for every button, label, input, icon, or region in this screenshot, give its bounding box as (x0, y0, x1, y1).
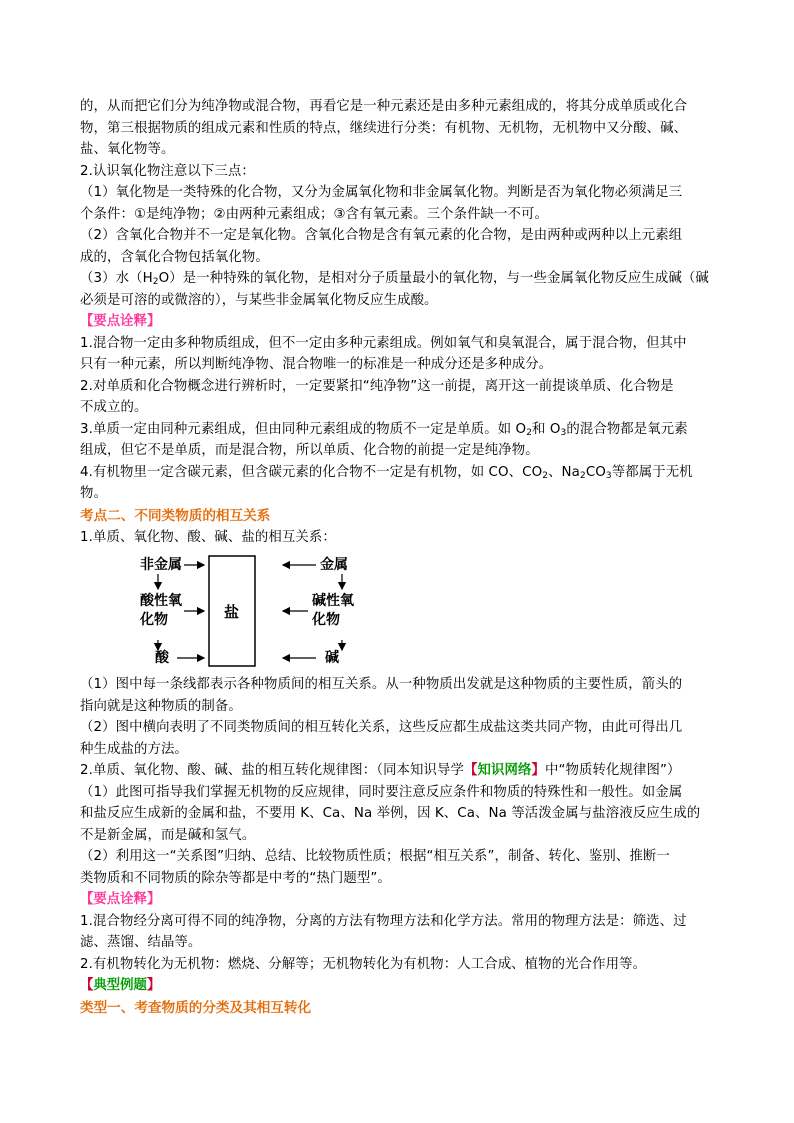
paragraph-line: 物，第三根据物质的组成元素和性质的特点，继续进行分类：有机物、无机物，无机物中又分酸、碱、 (80, 120, 688, 136)
paragraph-line: （1）此图可指导我们掌握无机物的反应规律，同时要注意反应条件和物质的特殊性和一般性。如金属 (80, 784, 683, 800)
paragraph-line: （2）含氧化合物并不一定是氧化物。含氧化合物是含有氧元素的化合物，是由两种或两种以上元素组 (80, 228, 683, 243)
label-metal: 金属 (320, 557, 348, 573)
paragraph-line: （1）氧化物是一类特殊的化合物，又分为金属氧化物和非金属氧化物。判断是否为氧化物必须满足三 (80, 185, 683, 200)
bracket-open: 【 (80, 314, 94, 329)
key-points-heading (80, 889, 720, 911)
text-run: 的混合物都是氧元素 (566, 421, 688, 437)
relationship-diagram (80, 554, 720, 670)
text-run: 等都属于无机 (611, 464, 693, 480)
heading-text: 典型例题 (93, 978, 147, 993)
paragraph-line: 个条件：①是纯净物；②由两种元素组成；③含有氧元素。三个条件缺一不可。 (80, 206, 549, 222)
heading-text: 要点诠释 (93, 892, 147, 907)
ref-text: 知识网络 (477, 763, 532, 778)
paragraph-line: 种生成盐的方法。 (80, 741, 188, 757)
paragraph-line: 指向就是这种物质的制备。 (80, 698, 242, 714)
subscript: 2 (579, 470, 586, 481)
paragraph-line: （2）图中横向表明了不同类物质间的相互转化关系，这些反应都生成盐这类共同产物，由此可得出几 (80, 720, 683, 735)
paragraph-line: 类物质和不同物质的除杂等都是中考的“热门题型”。 (80, 870, 391, 886)
paragraph-line: 1.混合物经分离可得不同的纯净物，分离的方法有物理方法和化学方法。常用的物理方法是：筛选、过 (80, 913, 687, 929)
paragraph-line: 组成，但它不是单质，而是混合物，所以单质、化合物的前提一定是纯净物。 (80, 443, 539, 458)
bracket-close: 】 (146, 892, 161, 907)
paragraph-line: 盐、氧化物等。 (80, 142, 175, 157)
paragraph-line (80, 462, 720, 484)
label-acid-oxide-2: 化物 (140, 612, 168, 628)
bracket-close: 】 (531, 763, 545, 778)
label-base: 碱 (325, 650, 339, 666)
text-run: CO (585, 464, 606, 480)
subscript: 2 (526, 427, 533, 438)
text-run: O）是一种特殊的氧化物，是相对分子质量最小的氧化物，与一些金属氧化物反应生成碱（碱 (158, 271, 709, 286)
subscript: 3 (605, 470, 612, 481)
heading-text: 要点诠释 (93, 314, 147, 329)
label-nonmetal: 非金属 (140, 557, 182, 573)
text-run: 、Na (548, 464, 580, 480)
paragraph-line: 和盐反应生成新的金属和盐，不要用 K、Ca、Na 举例，因 K、Ca、Na 等活泼金属与盐溶液反应生成的 (80, 806, 701, 821)
text-run: 2.单质、氧化物、酸、碱、盐的相互转化规律图：（同本知识导学 (80, 763, 465, 778)
knowledge-network-ref (464, 763, 545, 778)
paragraph-line: 2.认识氧化物注意以下三点： (80, 163, 255, 179)
label-base-oxide-1: 碱性氧 (312, 593, 354, 609)
bracket-close: 】 (146, 978, 161, 993)
paragraph-line (80, 419, 720, 441)
bracket-open: 【 (80, 978, 94, 993)
paragraph-line (80, 760, 720, 782)
paragraph-line: 2.对单质和化合物概念进行辨析时，一定要紧扣“纯净物”这一前提，离开这一前提谈单质、化合物是 (80, 378, 674, 394)
subscript: 2 (152, 277, 159, 287)
text-run: 4.有机物里一定含碳元素，但含碳元素的化合物不一定是有机物，如 CO、CO (80, 464, 543, 480)
paragraph-line: 不成立的。 (80, 400, 148, 415)
paragraph-line: 必须是可溶的或微溶的），与某些非金属氧化物反应生成酸。 (80, 292, 438, 308)
paragraph-line: 的，从而把它们分为纯净物或混合物，再看它是一种元素还是由多种元素组成的，将其分成单质或化合 (80, 99, 688, 114)
paragraph-line: 物。 (80, 486, 107, 501)
text-run: 和 O (532, 421, 561, 437)
bracket-close: 】 (146, 314, 161, 329)
subscript: 2 (542, 470, 549, 481)
paragraph-line: 只有一种元素，所以判断纯净物、混合物唯一的标准是一种成分还是多种成分。 (80, 357, 553, 372)
paragraph-line: 1.混合物一定由多种物质组成，但不一定由多种元素组成。例如氧气和臭氧混合，属于混合物，但其中 (80, 335, 687, 351)
label-base-oxide-2: 化物 (312, 612, 340, 628)
paragraph-line: 不是新金属，而是碱和氢气。 (80, 827, 256, 843)
section-heading: 考点二、不同类物质的相互关系 (80, 507, 271, 524)
section-heading: 类型一、考查物质的分类及其相互转化 (80, 999, 312, 1016)
paragraph-line (80, 268, 720, 290)
typical-examples-heading (80, 975, 720, 997)
key-points-heading (80, 311, 720, 333)
label-acid-oxide-1: 酸性氧 (140, 593, 182, 609)
paragraph-line: 1.单质、氧化物、酸、碱、盐的相互关系： (80, 529, 336, 545)
label-salt: 盐 (224, 603, 240, 621)
paragraph-line: 成的，含氧化合物包括氧化物。 (80, 249, 269, 265)
bracket-open: 【 (464, 763, 478, 778)
paragraph-line: 滤、蒸馏、结晶等。 (80, 935, 202, 950)
paragraph-line: （2）利用这一“关系图”归纳、总结、比较物质性质；根据“相互关系”，制备、转化、鉴别、推断一 (80, 849, 670, 864)
bracket-open: 【 (80, 892, 94, 907)
document-page (80, 96, 720, 1019)
paragraph-line: 2.有机物转化为无机物：燃烧、分解等；无机物转化为有机物：人工合成、植物的光合作用等。 (80, 956, 647, 972)
text-run: （3）水（H (80, 271, 153, 286)
text-run: 3.单质一定由同种元素组成，但由同种元素组成的物质不一定是单质。如 O (80, 421, 527, 437)
label-acid: 酸 (155, 650, 169, 666)
paragraph-line: （1）图中每一条线都表示各种物质间的相互关系。从一种物质出发就是这种物质的主要性质，箭头的 (80, 677, 683, 692)
subscript: 3 (560, 427, 567, 438)
text-run: 中“物质转化规律图”） (544, 763, 681, 778)
